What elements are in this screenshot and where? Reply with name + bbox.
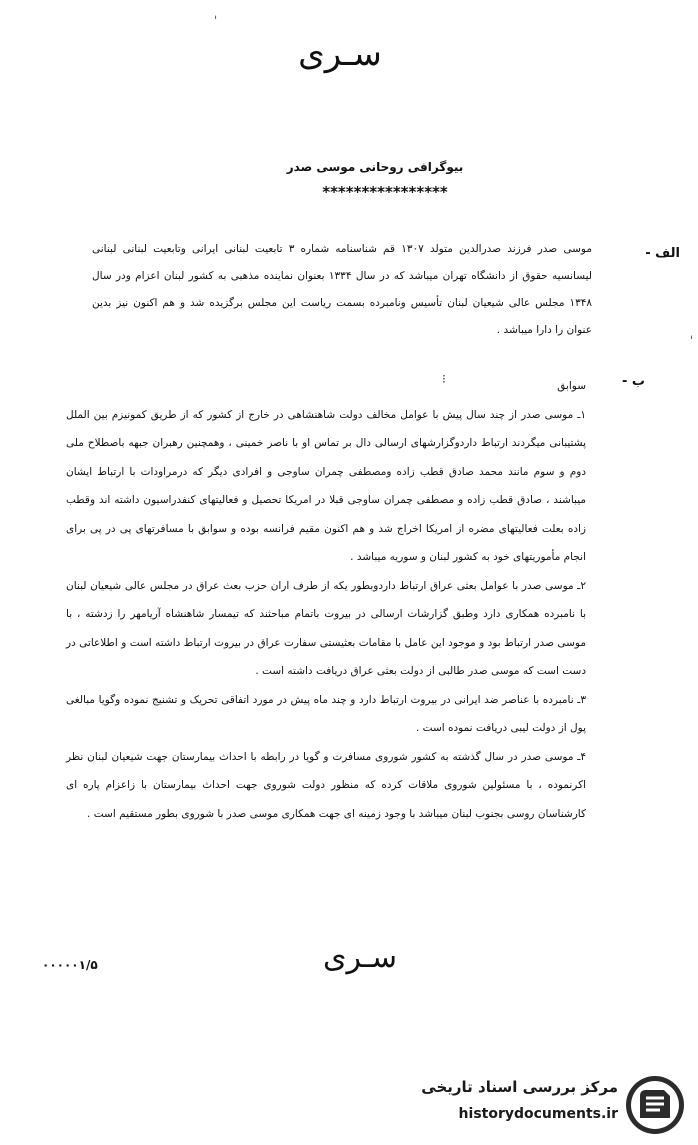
watermark-title: مرکز بررسی اسناد تاریخی (421, 1078, 618, 1096)
secret-stamp-top: سـری (298, 34, 382, 74)
margin-mark: ˈ (690, 334, 694, 348)
title-underline-stars: **************** (322, 183, 448, 201)
section-be-label: ب - (622, 374, 645, 389)
secret-stamp-bottom: سـری (323, 940, 397, 975)
section-be-heading: سوابق (557, 380, 586, 392)
document-number: ۰۰۰۰۰۱/۵ (42, 958, 98, 972)
record-item-4: ۴ـ موسی صدر در سال گذشته به کشور شوروی مسافرت و گویا در رابطه با احداث بیمارستان جهت شیعیان لبنان نظر اکرنموده ، با مسئولین شوروی ملاقات کرده که منظور دولت شوروی جهت احداث بیمارستان با زاعزام پاره ای کارشناسان روسی بجنوب لبنان میباشد با وجود زمینه ای جهت همکاری موسی صدر با شوروی بطور مستقیم است . (66, 750, 586, 820)
record-item-2: ۲ـ موسی صدر با عوامل بعثی عراق ارتباط داردوبطور یکه از طرف اران حزب بعث عراق در مجلس عالی شیعیان لبنان با نامبرده همکاری دارد وطبق گزارشات ارسالی در بیروت باتمام مباحثند که تیمسار شاهنشاه آریامهر را زدشته ، با موسی صدر ارتباط بود و موجود این عامل با مقامات بعثیستی سفارت عراق در بیروت ارتباط داشته است و اطلاعاتی در دست است که موسی صدر طالبی از دولت بعثی عراق دریافت داشته است . (66, 579, 586, 677)
watermark-logo (406, 1072, 691, 1140)
archive-logo-icon (624, 1074, 686, 1136)
section-alef-label: الف - (645, 246, 680, 261)
record-item-3: ۳ـ نامبرده با عناصر ضد ایرانی در بیروت ارتباط دارد و چند ماه پیش در مورد اتفاقی تحریک و تشنیج نموده وگویا مبالغی پول از دولت لیبی دریافت نموده است . (66, 693, 586, 734)
section-alef-text: موسی صدر فرزند صدرالدین متولد ۱۳۰۷ قم شناسنامه شماره ۳ تابعیت لبنانی ایرانی وتابعیت لبنانی لبنانی لیسانسیه حقوق از دانشگاه تهران میباشد که در سال ۱۳۳۴ بعنوان نماینده مذهبی به کشور لبنان اعزام ودر سال ۱۳۴۸ مجلس عالی شیعیان لبنان تأسیس ونامبرده بسمت ریاست این مجلس برگزیده شد و هم اکنون نیز بدین عنوان را دارا میباشد . (92, 243, 592, 336)
watermark-url: historydocuments.ir (458, 1106, 618, 1122)
margin-mark: ˈ (214, 14, 218, 28)
record-item-1: ۱ـ موسی صدر از چند سال پیش با عوامل مخالف دولت شاهنشاهی در خارج از کشور که از طریق کمونیزم بین الملل پشتیبانی میگردند ارتباط داردوگزارشهای ارسالی دال بر تماس او با ناصر خمینی ، وهمچنین رهبران جبهه باصطلاح ملی دوم و سوم مانند محمد صادق قطب زاده ومصطفی چمران ساوجی و افرادی دیگر که درمراودات با ارتباط ایشان میباشند ، صادق قطب زاده و مصطفی چمران ساوجی قبلا در امریکا تحصیل و فعالیتهای کنفدراسیون داشته اند وقطب زاده بعلت فعالیتهای مضره از امریکا اخراج شد و هم اکنون مقیم فرانسه بوده و سوابق با مسافرتهای پی در پی برای انجام مأموریتهای خود به کشور لبنان و سوریه میباشد . (66, 408, 586, 563)
margin-mark: ⁝ (442, 372, 446, 386)
document-title: بیوگرافی روحانی موسی صدر (286, 160, 464, 174)
section-be-body (66, 372, 586, 828)
